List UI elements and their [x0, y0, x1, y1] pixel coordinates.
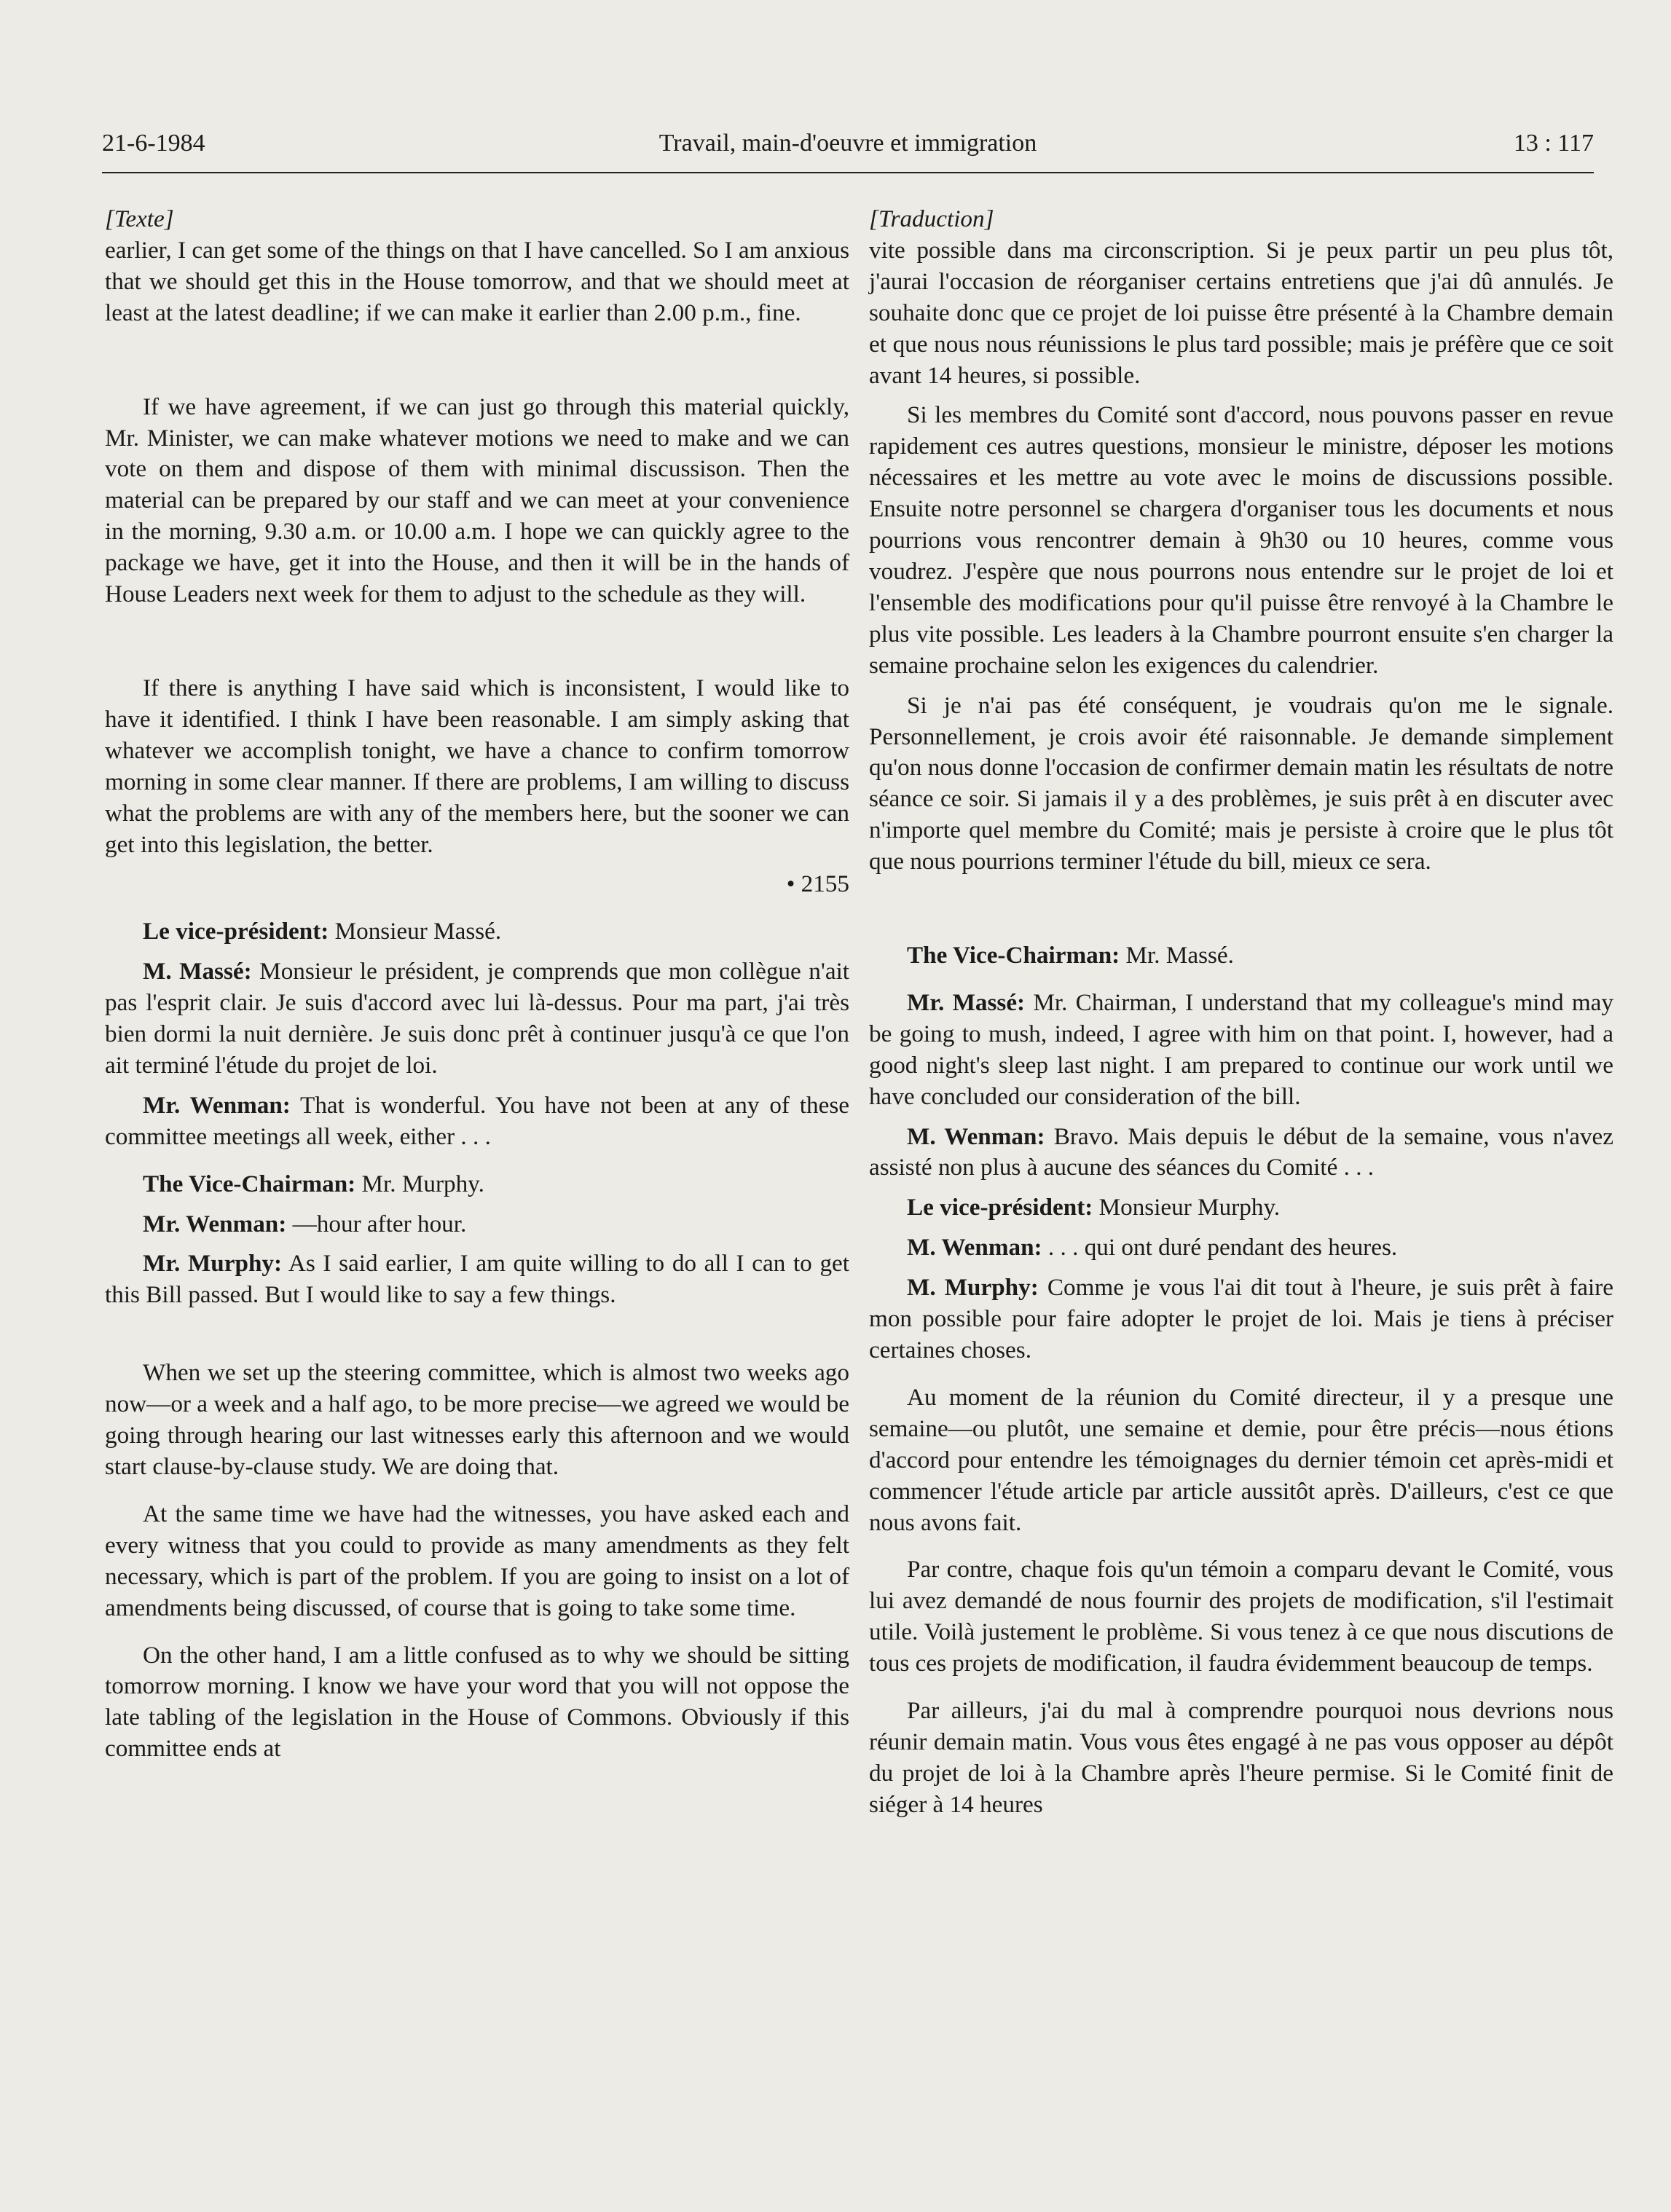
left-paragraph-4: When we set up the steering committee, which is almost two weeks ago now—or a week and a half ago, to be more precise—we agreed we would be going through hearing our last witnesses early this afternoon and we would start clause-by-clause study. We are doing that. [105, 1359, 849, 1480]
left-paragraph-5: At the same time we have had the witnesses, you have asked each and every witness that you could to provide as many amendments as they felt necessary, which is part of the problem. If you are going to insist on a lot of amendments being discussed, of course that is going to take some time. [105, 1500, 849, 1621]
speaker-name: Mr. Wenman: [143, 1091, 291, 1119]
header-date: 21-6-1984 [102, 130, 205, 157]
right-language-label: [Traduction] [869, 205, 994, 232]
speaker-name: Le vice-président: [143, 918, 329, 945]
left-speech-2: M. Massé: Monsieur le président, je comprends que mon collègue n'ait pas l'esprit clair. Je suis d'accord avec lui là-dessus. Pour ma part, j'ai très bien dormi la nuit dernière. Je suis donc prêt à continuer jusqu'à ce que l'on ait terminé l'étude du projet de loi. [105, 958, 850, 1079]
speaker-name: Mr. Massé: [907, 988, 1026, 1016]
left-paragraph-2: If we have agreement, if we can just go through this material quickly, Mr. Minister, we can make whatever motions we need to make and we can vote on them and dispose of them with minimal discussison. Then the material can be prepared by our staff and we can meet at your convenience in the morning, 9.30 a.m. or 10.00 a.m. I hope we can quickly agree to the package we have, get it into the House, and then it will be in the hands of House Leaders next week for them to adjust to the schedule as they will. [105, 393, 849, 608]
right-paragraph-6: Par ailleurs, j'ai du mal à comprendre pourquoi nous devrions nous réunir demain matin. Vous vous êtes engagé à ne pas vous opposer au dépôt du projet de loi à la Chambre après l'heure permise. Si le Comité finit de siéger à 14 heures [869, 1697, 1613, 1818]
left-speech-6: Mr. Murphy: As I said earlier, I am quite willing to do all I can to get this Bill passed. But I would like to say a few things. [105, 1250, 849, 1309]
right-paragraph-5: Par contre, chaque fois qu'un témoin a comparu devant le Comité, vous lui avez demandé de nous fournir des projets de modification, s'il l'estimait utile. Voilà justement le problème. Si vous tenez à ce que nous discutions de tous ces projets de modification, il faudra évidemment beaucoup de temps. [869, 1556, 1613, 1677]
left-speech-1: Le vice-président: Monsieur Massé. [143, 918, 502, 945]
right-paragraph-4: Au moment de la réunion du Comité directeur, il y a presque une semaine—ou plutôt, une semaine et demie, pour être précis—nous étions d'accord pour entendre les témoignages du dernier témoin cet après-midi et commencer l'étude article par article aussitôt après. D'ailleurs, c'est ce que nous avons fait. [869, 1383, 1613, 1536]
left-speech-3: Mr. Wenman: That is wonderful. You have not been at any of these committee meetings all week, either . . . [105, 1091, 849, 1150]
speaker-name: M. Wenman: [907, 1234, 1042, 1262]
right-speech-5: M. Wenman: . . . qui ont duré pendant des heures. [907, 1234, 1398, 1262]
speaker-name: The Vice-Chairman: [907, 942, 1120, 969]
right-speech-4: Le vice-président: Monsieur Murphy. [907, 1194, 1281, 1221]
speaker-name: Mr. Murphy: [143, 1250, 283, 1278]
header-rule [102, 172, 1594, 173]
speaker-name: M. Massé: [143, 958, 252, 985]
right-paragraph-3: Si je n'ai pas été conséquent, je voudrais qu'on me le signale. Personnellement, je crois avoir été raisonnable. Je demande simplement qu'on nous donne l'occasion de confirmer demain matin les résultats de notre séance ce soir. Si jamais il y a des problèmes, je suis prêt à en discuter avec n'importe quel membre du Comité; mais je persiste à croire que le plus tôt que nous pourrions terminer l'étude du bill, mieux ce sera. [869, 691, 1613, 875]
speaker-name: M. Wenman: [907, 1122, 1045, 1150]
right-paragraph-1: vite possible dans ma circonscription. Si je peux partir un peu plus tôt, j'aurai l'occasion de réorganiser certains entretiens que j'ai dû annulés. Je souhaite donc que ce projet de loi puisse être présenté à la Chambre demain et que nous nous réunissions le plus tard possible; mais je préfère que ce soit avant 14 heures, si possible. [869, 236, 1613, 389]
left-paragraph-6: On the other hand, I am a little confused as to why we should be sitting tomorrow morning. I know we have your word that you will not oppose the late tabling of the legislation in the House of Commons. Obviously if this committee ends at [105, 1641, 849, 1763]
right-paragraph-2: Si les membres du Comité sont d'accord, nous pouvons passer en revue rapidement ces autres questions, monsieur le ministre, déposer les motions nécessaires et les mettre au vote avec le moins de discussions possible. Ensuite notre personnel se chargera d'organiser tous les documents et nous pourrions vous rencontrer demain à 9h30 ou 10 heures, comme vous voudrez. J'espère que nous pourrons nous entendre sur le projet de loi et l'ensemble des modifications pour qu'il puisse être renvoyé à la Chambre le plus vite possible. Les leaders à la Chambre pourront ensuite s'en charger la semaine prochaine selon les exigences du calendrier. [869, 401, 1613, 679]
right-speech-6: M. Murphy: Comme je vous l'ai dit tout à l'heure, je suis prêt à faire mon possible pour faire adopter le projet de loi. Mais je tiens à préciser certaines choses. [869, 1274, 1613, 1363]
speaker-name: Mr. Wenman: [143, 1210, 287, 1237]
right-speech-3: M. Wenman: Bravo. Mais depuis le début de la semaine, vous n'avez assisté non plus à aucune des séances du Comité . . . [869, 1122, 1613, 1181]
right-speech-2: Mr. Massé: Mr. Chairman, I understand that my colleague's mind may be going to mush, indeed, I agree with him on that point. I, however, had a good night's sleep last night. I am prepared to continue our work until we have concluded our consideration of the bill. [869, 988, 1613, 1110]
time-marker: • 2155 [786, 870, 849, 898]
left-paragraph-1: earlier, I can get some of the things on that I have cancelled. So I am anxious that we should get this in the House tomorrow, and that we should meet at least at the latest deadline; if we can make it earlier than 2.00 p.m., fine. [105, 236, 849, 326]
left-column [105, 204, 849, 1765]
left-speech-4: The Vice-Chairman: Mr. Murphy. [143, 1170, 484, 1197]
left-language-label: [Texte] [105, 205, 174, 232]
running-header [102, 130, 1594, 175]
header-page-number: 13 : 117 [1513, 130, 1594, 157]
speaker-name: The Vice-Chairman: [143, 1170, 356, 1197]
speaker-name: M. Murphy: [907, 1274, 1039, 1302]
speaker-name: Le vice-président: [907, 1194, 1093, 1221]
header-title: Travail, main-d'oeuvre et immigration [658, 130, 1037, 157]
right-column [869, 204, 1613, 1821]
left-paragraph-3: If there is anything I have said which is inconsistent, I would like to have it identified. I think I have been reasonable. I am simply asking that whatever we accomplish tonight, we have a chance to confirm tomorrow morning in some clear manner. If there are problems, I am willing to discuss what the problems are with any of the members here, but the sooner we can get into this legislation, the better. [105, 674, 849, 858]
right-speech-1: The Vice-Chairman: Mr. Massé. [907, 942, 1234, 969]
left-speech-5: Mr. Wenman: —hour after hour. [143, 1210, 467, 1237]
